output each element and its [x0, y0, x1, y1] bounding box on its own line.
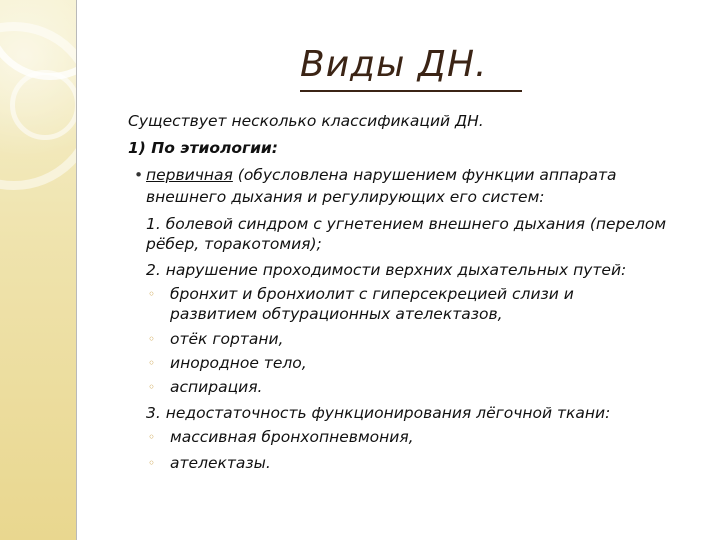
sub-bullet-icon: ◦ [148, 356, 156, 370]
item-3-sub: массивная бронхопневмония, [170, 428, 414, 446]
item-3-sub: ателектазы. [170, 454, 271, 472]
section-label: По этиологии: [151, 139, 278, 157]
item-2: 2. нарушение проходимости верхних дыхательных путей: [146, 261, 627, 279]
sidebar-ring-decoration [10, 70, 80, 140]
primary-term: первичная [146, 166, 233, 184]
title-underline [300, 90, 522, 92]
item-2-sub: аспирация. [170, 378, 263, 396]
item-2-sub: отёк гортани, [170, 330, 284, 348]
sub-bullet-icon: ◦ [148, 430, 156, 444]
primary-text-cont: внешнего дыхания и регулирующих его систем: [146, 188, 545, 206]
sub-bullet-icon: ◦ [148, 380, 156, 394]
item-3: 3. недостаточность функционирования лёгочной ткани: [146, 404, 611, 422]
primary-line [146, 166, 616, 184]
sub-bullet-icon: ◦ [148, 456, 156, 470]
item-1: 1. болевой синдром с угнетением внешнего дыхания (перелом [146, 215, 667, 233]
item-2-sub-cont: развитием обтурационных ателектазов, [170, 305, 503, 323]
decorative-sidebar [0, 0, 76, 540]
item-2-sub: бронхит и бронхиолит с гиперсекрецией слизи и [170, 285, 574, 303]
slide-title: Виды ДН. [300, 44, 488, 85]
bullet-icon: • [134, 166, 144, 184]
item-1-cont: рёбер, торакотомия); [146, 235, 322, 253]
sub-bullet-icon: ◦ [148, 332, 156, 346]
section-heading [128, 139, 278, 157]
item-2-sub: инородное тело, [170, 354, 307, 372]
section-number: 1) [128, 139, 152, 157]
primary-text: (обусловлена нарушением функции аппарата [232, 166, 617, 184]
sub-bullet-icon: ◦ [148, 287, 156, 301]
sidebar-divider [76, 0, 77, 540]
intro-text: Существует несколько классификаций ДН. [128, 112, 484, 130]
